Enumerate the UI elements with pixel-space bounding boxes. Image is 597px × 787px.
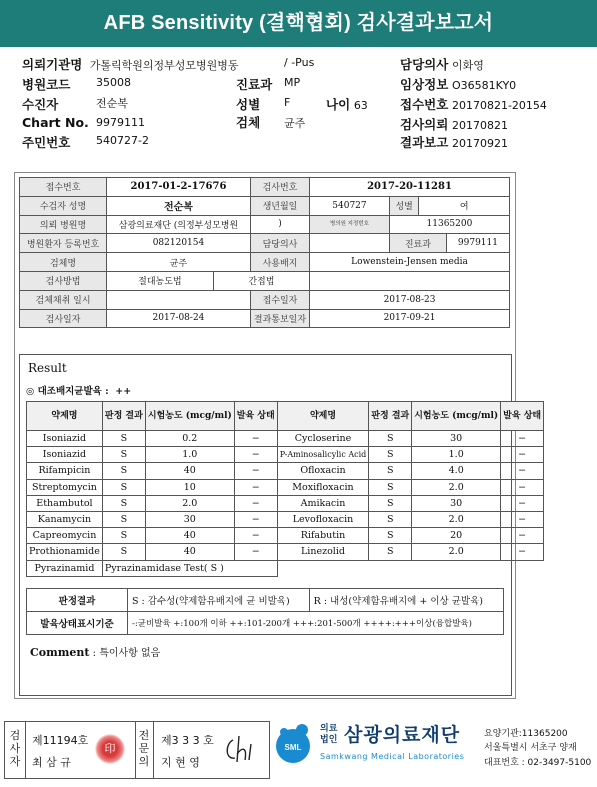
hospcode-value: 35008 bbox=[96, 76, 131, 89]
inspector-seal: 印 bbox=[95, 734, 125, 764]
dept-value: MP bbox=[284, 76, 301, 89]
column-header: 약제명 bbox=[277, 402, 369, 431]
specimen-label: 검체 bbox=[236, 115, 261, 130]
table-cell: S bbox=[102, 479, 145, 495]
column-header: 판정 결과 bbox=[369, 402, 412, 431]
age-value: 63 bbox=[353, 99, 368, 112]
table-cell: − bbox=[234, 463, 277, 479]
pza-name: Pyrazinamid bbox=[27, 560, 103, 576]
table-cell: 병원환자 등록번호 bbox=[20, 234, 107, 253]
table-cell: Streptomycin bbox=[27, 479, 103, 495]
table-cell: − bbox=[234, 511, 277, 527]
table-cell: 30 bbox=[412, 431, 501, 447]
table-cell: S bbox=[369, 495, 412, 511]
table-cell: − bbox=[501, 511, 544, 527]
table-cell: S bbox=[369, 479, 412, 495]
column-header: 발육 상태 bbox=[234, 402, 277, 431]
table-cell: 결과통보일자 bbox=[250, 309, 309, 328]
clinical-label: 임상정보 bbox=[400, 77, 449, 92]
table-header-row bbox=[27, 402, 544, 431]
table-cell: S bbox=[102, 544, 145, 560]
table-cell: 1.0 bbox=[145, 447, 234, 463]
control-growth bbox=[26, 383, 131, 397]
request-info-table bbox=[19, 177, 510, 328]
table-cell: 0.2 bbox=[145, 431, 234, 447]
brand-name: 삼광의료재단 bbox=[344, 724, 461, 746]
request-form bbox=[14, 172, 542, 699]
table-cell: 40 bbox=[145, 528, 234, 544]
table-cell: S bbox=[102, 528, 145, 544]
table-cell: 접수일자 bbox=[250, 290, 309, 309]
control-label: ◎ 대조배지균발육 : bbox=[26, 386, 109, 397]
table-cell: Rifabutin bbox=[277, 528, 369, 544]
column-header: 시험농도 (mcg/ml) bbox=[412, 402, 501, 431]
table-cell: Lowenstein-Jensen media bbox=[310, 253, 510, 272]
table-cell: Prothionamide bbox=[27, 544, 103, 560]
judge-r: R : 내성(약제함유배지에 + 이상 균발육) bbox=[309, 589, 503, 612]
report-title: AFB Sensitivity (결핵협회) 검사결과보고서 bbox=[0, 0, 597, 47]
sex-label: 성별 bbox=[236, 97, 261, 112]
prefix-line: 법인 bbox=[320, 735, 338, 745]
table-row bbox=[27, 447, 544, 463]
table-cell: Isoniazid bbox=[27, 431, 103, 447]
table-cell: Levofloxacin bbox=[277, 511, 369, 527]
table-cell: 전순복 bbox=[107, 196, 251, 215]
table-cell: − bbox=[501, 544, 544, 560]
table-cell: 의뢰 병원명 bbox=[20, 215, 107, 234]
label-char: 의 bbox=[138, 755, 150, 768]
label-char: 문 bbox=[138, 742, 150, 755]
table-cell: 균주 bbox=[107, 253, 251, 272]
brand-prefix bbox=[320, 724, 337, 746]
table-row bbox=[20, 309, 510, 328]
agency-code: 요양기관:11365200 bbox=[484, 729, 568, 739]
inspector-name: 최 삼 규 bbox=[32, 756, 71, 769]
table-cell: 검사방법 bbox=[20, 271, 107, 290]
table-cell bbox=[107, 290, 251, 309]
table-row bbox=[20, 271, 510, 290]
label-char: 자 bbox=[9, 755, 21, 768]
clinical-value: O36581KY0 bbox=[451, 79, 517, 92]
table-cell: Kanamycin bbox=[27, 511, 103, 527]
table-cell: 30 bbox=[412, 495, 501, 511]
table-cell: − bbox=[501, 447, 544, 463]
growth-value: -:균비발육 +:100개 이하 ++:101-200개 +++:201-500개 ++++:+++이상(융합발육) bbox=[128, 612, 504, 635]
idno-value: 540727-2 bbox=[96, 134, 149, 147]
table-cell: 생년월일 bbox=[250, 196, 309, 215]
hospcode-label: 병원코드 bbox=[22, 77, 71, 92]
receipt-label: 접수번호 bbox=[400, 97, 449, 112]
pza-value: Pyrazinamidase Test( S ) bbox=[102, 560, 277, 576]
table-cell: S bbox=[369, 511, 412, 527]
table-cell: Cycloserine bbox=[277, 431, 369, 447]
label-char: 사 bbox=[9, 742, 21, 755]
table-row bbox=[20, 290, 510, 309]
table-row bbox=[20, 215, 510, 234]
table-cell: 여 bbox=[419, 196, 510, 215]
table-cell: 540727 bbox=[310, 196, 390, 215]
table-cell: S bbox=[102, 511, 145, 527]
table-row bbox=[20, 178, 510, 197]
table-cell: 수검자 성명 bbox=[20, 196, 107, 215]
label-char: 검 bbox=[9, 729, 21, 742]
column-header: 약제명 bbox=[27, 402, 103, 431]
request-value: 20170821 bbox=[451, 119, 508, 132]
table-cell bbox=[277, 560, 543, 576]
table-row bbox=[27, 612, 504, 635]
table-cell: 검체명 bbox=[20, 253, 107, 272]
result-title: Result bbox=[28, 361, 67, 375]
table-cell: 병의원 지정번호 bbox=[310, 215, 390, 234]
table-cell: 9979111 bbox=[446, 234, 509, 253]
report-value: 20170921 bbox=[451, 137, 508, 150]
table-cell: 검사번호 bbox=[250, 178, 309, 197]
table-cell: Ofloxacin bbox=[277, 463, 369, 479]
hospital-value: 가톨릭학원의정부성모병원병동 bbox=[89, 59, 239, 72]
brand-block bbox=[272, 718, 597, 780]
report-label: 결과보고 bbox=[400, 135, 449, 150]
table-cell: 2017-09-21 bbox=[310, 309, 510, 328]
table-cell: 4.0 bbox=[412, 463, 501, 479]
comment-value: : 특이사항 없음 bbox=[92, 648, 161, 659]
table-cell: S bbox=[369, 431, 412, 447]
table-cell: S bbox=[102, 495, 145, 511]
table-cell: 2.0 bbox=[145, 495, 234, 511]
table-cell: S bbox=[369, 528, 412, 544]
table-cell: 30 bbox=[145, 511, 234, 527]
table-cell: S bbox=[102, 447, 145, 463]
table-cell: − bbox=[501, 479, 544, 495]
column-header: 발육 상태 bbox=[501, 402, 544, 431]
doctor-value: 이화영 bbox=[451, 59, 484, 72]
drug-table bbox=[26, 401, 544, 577]
table-row bbox=[27, 463, 544, 479]
age-label: 나이 bbox=[326, 97, 351, 112]
table-cell bbox=[310, 271, 510, 290]
table-cell: Capreomycin bbox=[27, 528, 103, 544]
table-cell: 삼광의료재단 (의정부성모병원 bbox=[107, 215, 251, 234]
comment bbox=[30, 644, 160, 659]
patient-label: 수진자 bbox=[22, 97, 59, 112]
table-row bbox=[20, 234, 510, 253]
table-cell: − bbox=[501, 528, 544, 544]
table-cell: 접수번호 bbox=[20, 178, 107, 197]
table-row bbox=[27, 560, 544, 576]
table-cell: − bbox=[234, 479, 277, 495]
table-cell: 성별 bbox=[389, 196, 419, 215]
table-cell: − bbox=[234, 495, 277, 511]
table-cell: Ethambutol bbox=[27, 495, 103, 511]
table-cell: 40 bbox=[145, 544, 234, 560]
table-row bbox=[20, 196, 510, 215]
logo-text: SML bbox=[284, 743, 302, 752]
specialist-label bbox=[138, 729, 150, 768]
request-label: 검사의뢰 bbox=[400, 117, 449, 132]
table-cell: 진료과 bbox=[389, 234, 446, 253]
table-cell: S bbox=[369, 544, 412, 560]
doctor-label: 담당의사 bbox=[400, 57, 449, 72]
prefix-line: 의료 bbox=[320, 724, 338, 734]
table-cell: − bbox=[234, 431, 277, 447]
patient-value: 전순복 bbox=[96, 97, 128, 110]
table-cell: S bbox=[102, 463, 145, 479]
hospital-label: 의뢰기관명 bbox=[22, 57, 83, 72]
table-cell: P-Aminosalicylic Acid bbox=[277, 447, 369, 463]
receipt-value: 20170821-20154 bbox=[451, 99, 547, 112]
table-row bbox=[27, 589, 504, 612]
control-value: ++ bbox=[115, 386, 132, 397]
table-cell: Moxifloxacin bbox=[277, 479, 369, 495]
table-cell: Amikacin bbox=[277, 495, 369, 511]
table-row bbox=[20, 253, 510, 272]
table-cell: 검사일자 bbox=[20, 309, 107, 328]
table-cell: 10 bbox=[145, 479, 234, 495]
table-cell: − bbox=[501, 463, 544, 479]
table-cell: − bbox=[234, 528, 277, 544]
chart-value: 9979111 bbox=[96, 116, 145, 129]
table-cell bbox=[310, 234, 390, 253]
chart-label: Chart No. bbox=[22, 115, 89, 130]
table-cell: − bbox=[234, 544, 277, 560]
table-cell: Isoniazid bbox=[27, 447, 103, 463]
table-cell: − bbox=[234, 447, 277, 463]
table-cell: 사용배지 bbox=[250, 253, 309, 272]
table-row bbox=[27, 431, 544, 447]
table-cell: Rifampicin bbox=[27, 463, 103, 479]
table-cell: 2.0 bbox=[412, 511, 501, 527]
table-cell: S bbox=[369, 447, 412, 463]
table-cell: 2017-08-23 bbox=[310, 290, 510, 309]
comment-label: Comment bbox=[30, 646, 90, 659]
dept-label: 진료과 bbox=[236, 77, 273, 92]
table-row bbox=[27, 479, 544, 495]
table-cell: 2.0 bbox=[412, 479, 501, 495]
table-cell: 절대농도법 bbox=[107, 271, 214, 290]
table-cell: 간접법 bbox=[213, 271, 309, 290]
table-cell: 40 bbox=[145, 463, 234, 479]
specialist-name: 지 현 영 bbox=[161, 756, 200, 769]
table-cell: Linezolid bbox=[277, 544, 369, 560]
table-cell: 082120154 bbox=[107, 234, 251, 253]
specialist-signature bbox=[223, 734, 263, 766]
table-cell: 2.0 bbox=[412, 544, 501, 560]
table-row bbox=[27, 544, 544, 560]
table-row bbox=[27, 528, 544, 544]
table-cell: 2017-20-11281 bbox=[310, 178, 510, 197]
specimen-value: 균주 bbox=[284, 117, 306, 130]
legend-table bbox=[26, 588, 504, 635]
inspector-label bbox=[9, 729, 21, 768]
table-cell: 2017-08-24 bbox=[107, 309, 251, 328]
table-cell: ) bbox=[250, 215, 309, 234]
label-char: 전 bbox=[138, 729, 150, 742]
table-cell: 20 bbox=[412, 528, 501, 544]
growth-label: 발육상태표시기준 bbox=[27, 612, 128, 635]
phone: 대표번호 : 02-3497-5100 bbox=[484, 758, 592, 768]
column-header: 판정 결과 bbox=[102, 402, 145, 431]
sex-value: F bbox=[284, 96, 291, 109]
table-cell: 담당의사 bbox=[250, 234, 309, 253]
idno-label: 주민번호 bbox=[22, 135, 71, 150]
table-cell: − bbox=[501, 495, 544, 511]
table-row bbox=[27, 511, 544, 527]
table-cell: 11365200 bbox=[389, 215, 509, 234]
signature-box bbox=[4, 721, 270, 779]
result-section bbox=[19, 354, 542, 696]
table-cell: S bbox=[369, 463, 412, 479]
column-header: 시험농도 (mcg/ml) bbox=[145, 402, 234, 431]
specialist-no: 제3 3 3 호 bbox=[161, 734, 214, 747]
judge-s: S : 감수성(약제함유배지에 균 비발육) bbox=[128, 589, 310, 612]
table-cell: S bbox=[102, 431, 145, 447]
table-cell: 검체채취 일시 bbox=[20, 290, 107, 309]
judge-label: 판정결과 bbox=[27, 589, 128, 612]
brand-english: Samkwang Medical Laboratories bbox=[320, 752, 465, 761]
table-cell: 1.0 bbox=[412, 447, 501, 463]
inspector-no: 제11194호 bbox=[32, 734, 89, 747]
address: 서울특별시 서초구 양재 bbox=[484, 743, 577, 753]
ward-value: / -Pus bbox=[284, 56, 315, 69]
table-cell: 2017-01-2-17676 bbox=[107, 178, 251, 197]
table-cell: − bbox=[501, 431, 544, 447]
table-row bbox=[27, 495, 544, 511]
